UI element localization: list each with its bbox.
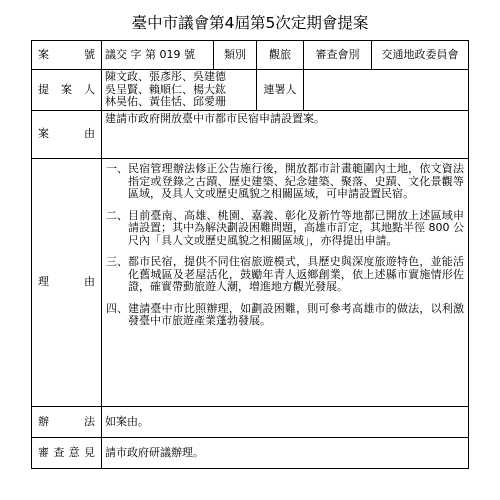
label-method: 辦法 [32, 407, 102, 438]
label-committee: 審查會別 [304, 41, 372, 70]
reason-list [102, 159, 469, 407]
row-method [32, 407, 469, 438]
label-review: 審查意見 [32, 438, 102, 469]
proposer-line: 陳文政、張彥彤、吳建德 [105, 70, 226, 84]
row-review [32, 438, 469, 469]
category-value: 觀旅 [257, 41, 304, 70]
row-proposer [32, 70, 469, 111]
review-value: 請市政府研議辦理。 [102, 438, 469, 469]
reason-item [106, 210, 464, 248]
row-subject [32, 111, 469, 159]
label-category: 類別 [214, 41, 257, 70]
reason-number: 三、 [106, 255, 128, 268]
case-number-value: 議交 字 第 019 號 [102, 41, 214, 70]
method-value: 如案由。 [102, 407, 469, 438]
reason-item [106, 303, 464, 328]
label-case-number: 案號 [32, 41, 102, 70]
reason-number: 二、 [106, 208, 128, 222]
reason-number: 一、 [106, 162, 128, 175]
reason-item [106, 256, 464, 294]
row-case-number [32, 41, 469, 70]
label-reason: 理由 [32, 159, 102, 407]
reason-text: 建請臺中市比照辦理，如劃設困難，則可參考高雄市的做法，以利激發臺中市旅遊產業蓬勃發展。 [128, 301, 464, 327]
label-proposer: 提案人 [32, 70, 102, 111]
label-subject: 案由 [32, 111, 102, 159]
reason-number: 四、 [106, 301, 128, 315]
proposer-line: 林昊佑、黃佳恬、邱愛珊 [105, 95, 226, 109]
committee-value: 交通地政委員會 [372, 41, 469, 70]
label-cosigner: 連署人 [257, 70, 304, 111]
reason-text: 都市民宿，提供不同住宿旅遊模式，具歷史與深度旅遊特色，並能活化舊城區及老屋活化，鼓勵年青人返鄉創業，依上述縣市實施情形佐證，確實帶動旅遊人潮，增進地方觀光發展。 [128, 255, 464, 293]
cosigner-value [304, 70, 469, 111]
proposer-list [102, 70, 257, 111]
proposal-form [31, 40, 469, 469]
proposer-line: 吳呈賢、賴順仁、楊大鈜 [105, 82, 226, 96]
reason-text: 目前臺南、高雄、桃園、嘉義、彰化及新竹等地都已開放上述區域申請設置；其中為解決劃設困難問題，高雄市訂定，其地點半徑 800 公尺內「具人文或歷史風貌之相關區域」，亦得提出申請。 [128, 208, 464, 247]
page-title: 臺中市議會第4屆第5次定期會提案 [131, 14, 369, 32]
subject-value: 建請市政府開放臺中市都市民宿申請設置案。 [102, 111, 469, 159]
row-reason [32, 159, 469, 407]
reason-text: 民宿管理辦法修正公告施行後，開放都市計畫範圍內土地，依文資法指定或登錄之古蹟、歷史建築、紀念建築、聚落、史蹟、文化景觀等區域，及具人文或歷史風貌之相關區域，可申請設置民宿。 [128, 162, 464, 200]
reason-item [106, 163, 464, 201]
